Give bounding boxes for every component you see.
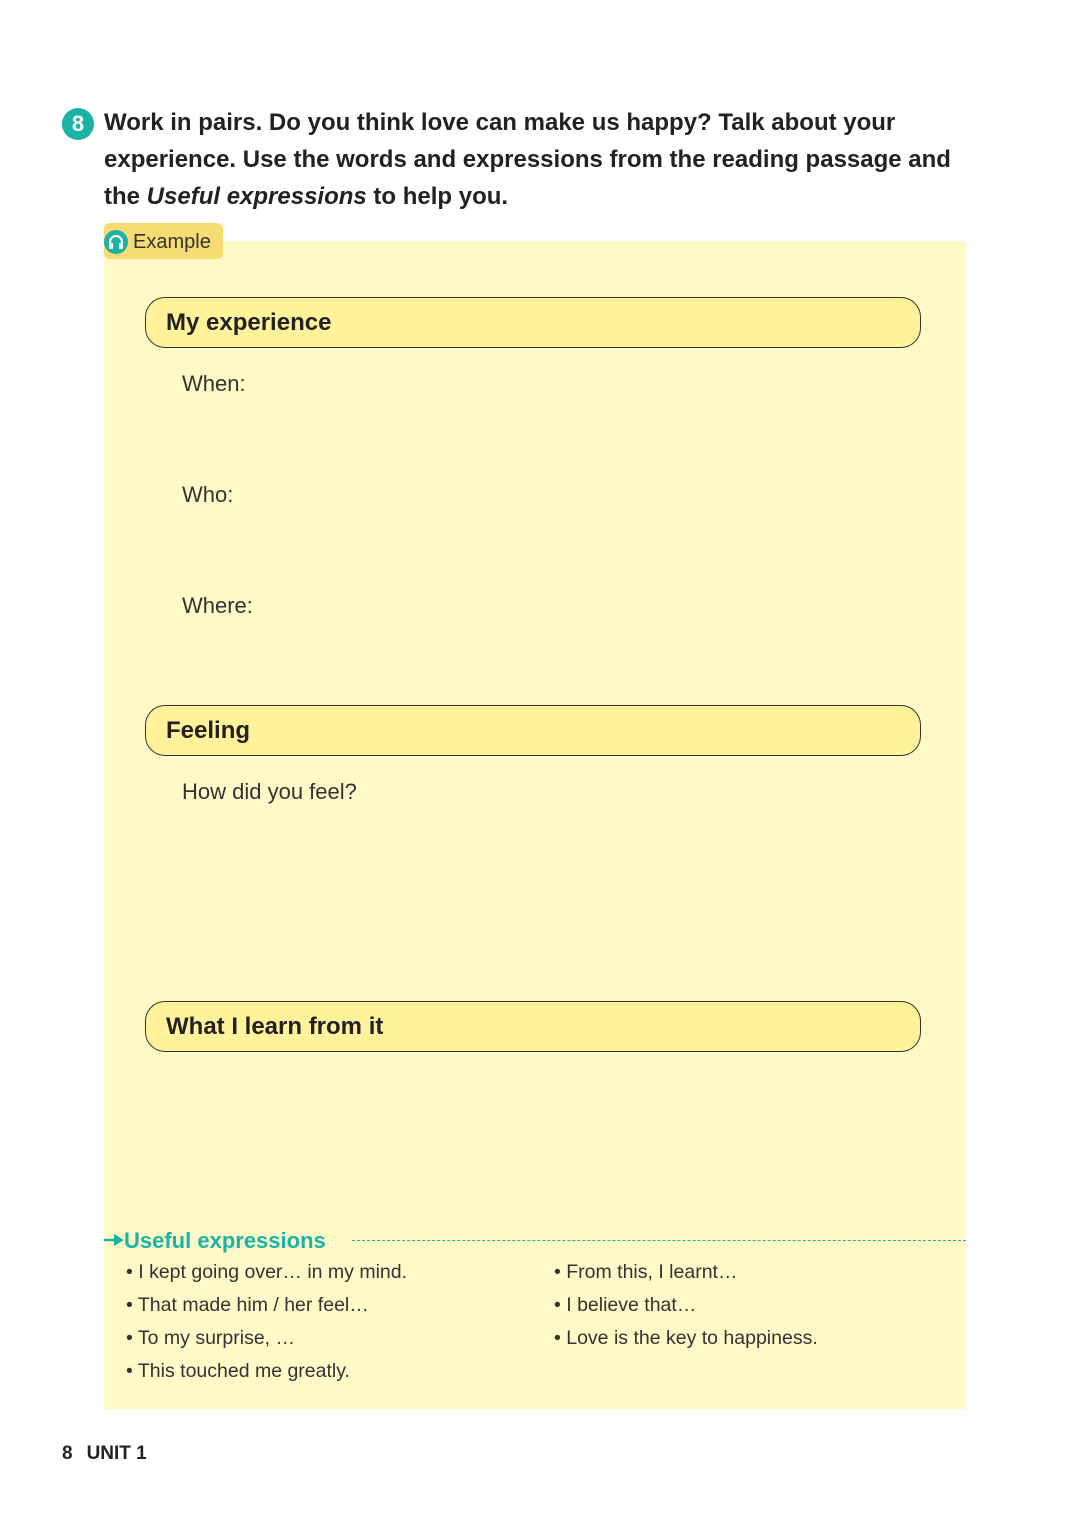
expression-item: • That made him / her feel… [126,1294,369,1316]
expression-item: • Love is the key to happiness. [554,1327,818,1349]
task-line-2: experience. Use the words and expressions from the reading passage and [104,146,951,173]
useful-expressions-title: Useful expressions [124,1228,326,1253]
expression-item: • I kept going over… in my mind. [126,1261,408,1283]
task-line-3-italic: Useful expressions [146,183,367,210]
page-footer [62,1443,147,1465]
field-when: When: [182,371,246,396]
section-title: What I learn from it [166,1013,384,1040]
task-instruction [104,104,984,215]
section-header-feeling [145,705,921,756]
dashed-divider [352,1240,966,1241]
headphone-icon[interactable] [104,230,128,254]
field-how-did-you-feel: How did you feel? [182,779,357,804]
arrow-icon [104,1232,124,1248]
field-where: Where: [182,593,253,618]
task-line-1: Work in pairs. Do you think love can make us happy? Talk about your [104,109,896,136]
field-who: Who: [182,482,234,507]
expression-item: • From this, I learnt… [554,1261,738,1283]
task-line-3 [104,178,984,215]
task-number-badge: 8 [62,108,94,140]
expression-item: • To my surprise, … [126,1327,296,1349]
task-line-3-prefix: the [104,183,147,210]
section-title: My experience [166,309,332,336]
page-number: 8 [62,1443,73,1464]
section-header-my-experience [145,297,921,348]
example-label: Example [133,231,211,253]
section-title: Feeling [166,717,251,744]
expression-item: • This touched me greatly. [126,1360,350,1382]
task-line-3-suffix: to help you. [366,183,509,210]
unit-label: UNIT 1 [86,1443,147,1464]
section-header-what-i-learn [145,1001,921,1052]
expression-item: • I believe that… [554,1294,697,1316]
